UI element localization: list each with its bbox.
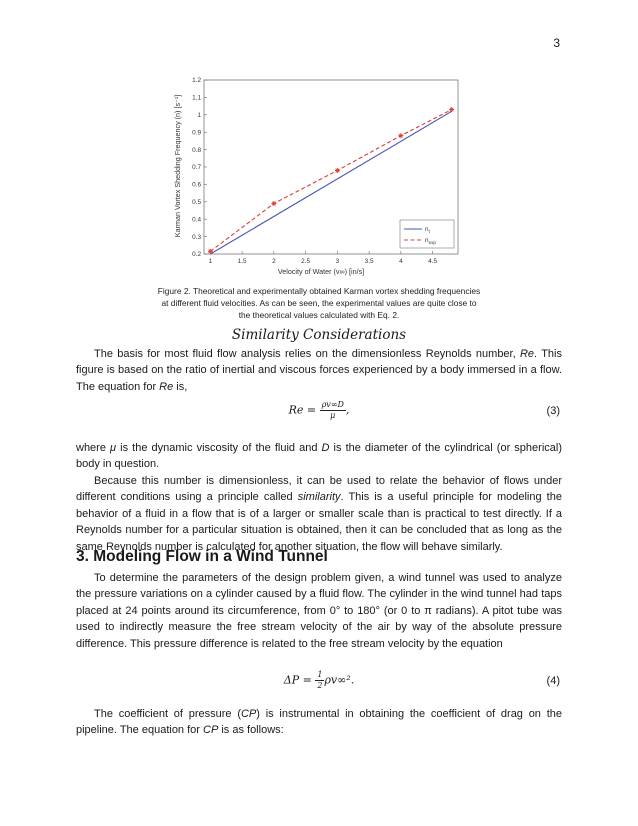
figure-2-chart [166,74,466,282]
x-tick-label: 3 [335,258,340,265]
y-tick-label: 0.2 [192,251,201,259]
y-tick-label: 1.1 [192,94,201,102]
text: where [76,442,111,454]
text: is the diameter of the cylindrical (or spherical) body in question. [76,442,562,471]
y-tick-label: 0.6 [192,181,201,189]
y-tick-label: 0.3 [192,233,201,241]
equation-3 [76,400,562,430]
section-heading-wind-tunnel: 3. Modeling Flow in a Wind Tunnel [76,548,328,565]
caption-line: Figure 2. Theoretical and experimentally obtained Karman vortex shedding frequencies [157,286,481,296]
eq-tail: . [350,673,355,687]
text: ) is instrumental in obtaining the coefficient of drag on the pipeline. The equation for [76,708,562,737]
eq-fraction [320,400,346,421]
text: The coefficient of pressure ( [94,708,241,720]
text: . This is a useful principle for modeling the behavior of a fluid in a flow that is of a larger or smaller scale than is practical to test directly. If a Reynolds number for a particular situation is obtained, then it can be concluded that as long as the same Reynolds number is calculated for another situation, the flow will behave similarly. [76,491,562,553]
eq-tail: , [345,403,350,417]
y-tick-label: 0.4 [192,216,201,224]
var-cp: CP [203,724,219,737]
x-tick-label: 2.5 [301,258,311,265]
text: is as follows: [218,724,284,737]
x-tick-label: 1.5 [237,258,247,265]
paragraph-wind-tunnel: To determine the parameters of the design problem given, a wind tunnel was used to analyze the pressure variations on a cylinder caused by a fluid flow. The cylinder in the wind tunnel had taps placed at 24 points around its circumference, from 0° to 180° (or 0 to π radians). A pitot tube was used to indirectly measure the free stream velocity of the air by way of the absolute pressure difference. This pressure difference is related to the free stream velocity by the equation [76,572,562,650]
data-point-n_exp [398,133,403,138]
page-number: 3 [553,36,560,50]
chart-ylabel: Karman Vortex Shedding Frequency (n) [s⁻¹] [173,94,182,238]
caption-line: at different fluid velocities. As can be seen, the experimental values are quite close to [161,298,477,308]
text: is the dynamic viscosity of the fluid and [116,442,322,454]
equation-4 [76,670,562,700]
y-tick-label: 0.5 [192,199,201,206]
y-tick-label: 0.9 [192,129,201,137]
eq-lhs: ΔP = [283,673,312,687]
text: Because this number is dimensionless, it can be used to relate the behavior of flows under different conditions using a principle called [76,475,562,504]
y-tick-label: 1 [197,112,201,119]
x-tick-label: 1 [208,258,213,265]
eq-rhs: ρv∞² [324,673,351,687]
data-point-n_exp [335,168,340,173]
caption-line: the theoretical values calculated with Eq. 2. [238,310,400,320]
paragraph-cp [76,706,562,739]
data-point-n_exp [449,107,454,112]
var-d: D [321,442,330,454]
x-tick-label: 2 [272,258,276,265]
text: The basis for most fluid flow analysis relies on the dimensionless Reynolds number, [94,348,520,360]
x-tick-label: 4 [399,258,403,265]
legend-label: $n_t$ [425,226,430,234]
y-tick-label: 0.7 [192,164,201,172]
text: is, [173,380,188,393]
eq-lhs: Re = [288,403,317,417]
equation-number: (3) [546,405,560,417]
term-similarity: similarity [297,491,341,504]
var-mu: μ [110,442,117,454]
chart-svg [166,74,466,282]
x-tick-label: 4.5 [428,258,438,265]
y-tick-label: 0.8 [192,146,201,154]
data-point-n_exp [271,201,276,206]
var-cp: CP [240,708,257,720]
paragraph-similarity [76,473,562,555]
paragraph-where [76,440,562,473]
eq-denominator: 2 [317,681,323,690]
equation-number: (4) [546,675,560,687]
equation-expression [76,670,562,691]
eq-denominator: μ [330,411,336,420]
y-tick-label: 1.2 [192,77,201,85]
data-point-n_exp [208,249,213,254]
section-title-similarity: Similarity Considerations [231,327,407,343]
figure-caption [120,285,518,321]
var-re: Re [159,380,174,393]
var-re: Re [519,348,535,360]
text: . This figure is based on the ratio of inertial and viscous forces experienced by a body immersed in a flow. The equation for [76,348,562,393]
legend-label: $n_{exp}$ [425,237,436,245]
chart-xlabel: Velocity of Water (v∞) [in/s] [277,267,365,276]
eq-numerator: 1 [317,670,323,679]
x-tick-label: 3.5 [364,258,374,265]
equation-expression [76,400,562,421]
paragraph-reynolds [76,346,562,395]
eq-numerator: ρv∞D [321,400,344,409]
